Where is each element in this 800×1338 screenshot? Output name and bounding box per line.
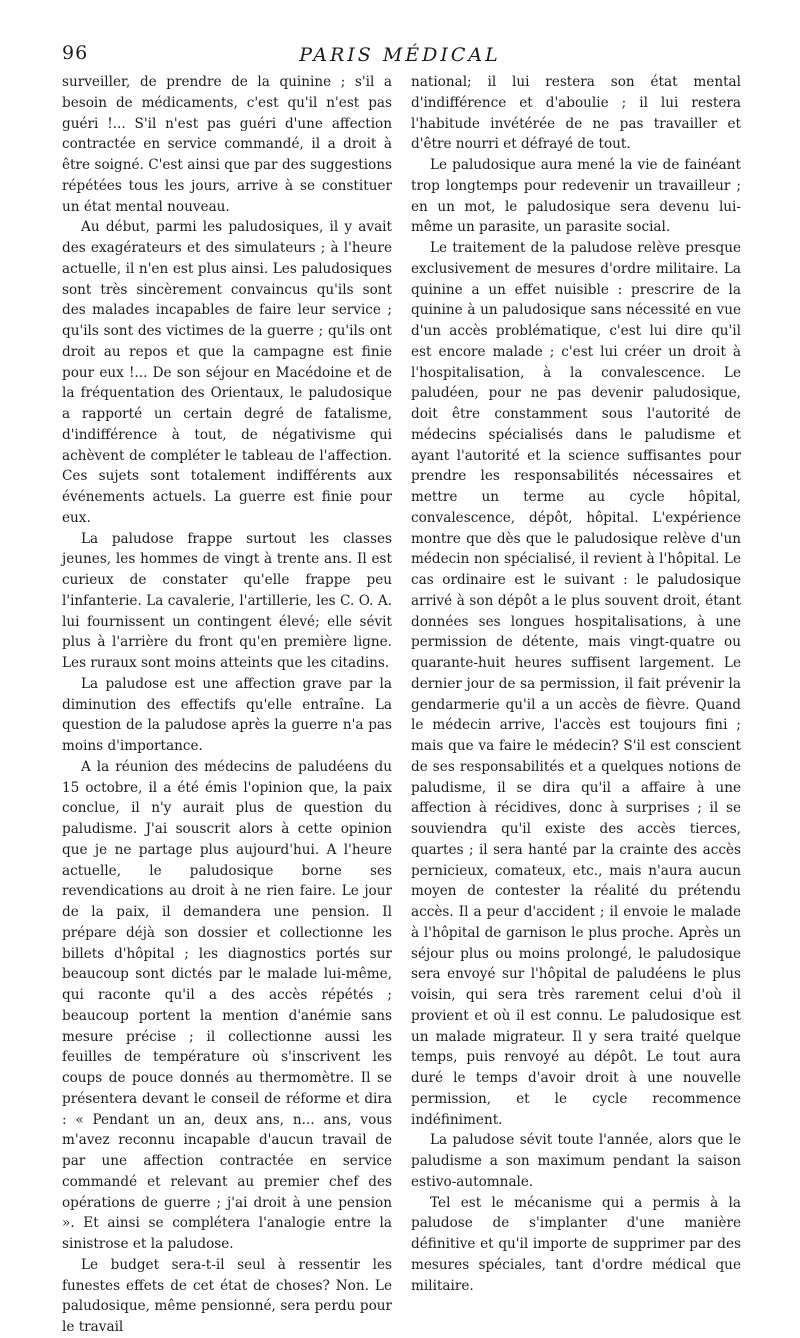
right-column <box>411 72 741 1294</box>
paragraph: Tel est le mécanisme qui a permis à la paludose de s'implanter d'une manière définitive et qu'il importe de supprimer par des mesures spéciales, tant d'ordre médical que militaire. <box>411 1194 741 1294</box>
paragraph: national; il lui restera son état mental d'indifférence et d'aboulie ; il lui restera l'habitude invétérée de ne pas travailler et d'être nourri et défrayé de tout. <box>411 74 741 153</box>
left-column <box>62 72 392 1335</box>
paragraph: La paludose frappe surtout les classes jeunes, les hommes de vingt à trente ans. Il est curieux de constater qu'elle frappe peu l'infanterie. La cavalerie, l'artillerie, les C. O. A. lui fournissent un contingent élevé; elle sévit plus à l'arrière du front qu'en première ligne. Les ruraux sont moins atteints que les citadins. <box>62 530 392 671</box>
page-number: 96 <box>62 42 89 64</box>
paragraph: Au début, parmi les paludosiques, il y avait des exagérateurs et des simulateurs ; à l'heure actuelle, il n'en est plus ainsi. Les paludosiques sont très sincèrement convaincus qu'ils sont des malades incapables de faire leur service ; qu'ils sont des victimes de la guerre ; qu'ils ont droit au repos et que la campagne est finie pour eux !... De son séjour en Macédoine et de la fréquentation des Orientaux, le paludosique a rapporté un certain degré de fatalisme, d'indifférence à tout, de négativisme qui achèvent de compléter le tableau de l'affection. Ces sujets sont totalement indifférents aux événements actuels. La guerre est finie pour eux. <box>62 219 392 526</box>
paragraph: Le budget sera-t-il seul à ressentir les funestes effets de cet état de choses? Non. Le paludosique, même pensionné, sera perdu pour le travail <box>62 1256 392 1335</box>
paragraph: La paludose sévit toute l'année, alors que le paludisme a son maximum pendant la saison estivo-automnale. <box>411 1132 741 1190</box>
paragraph: Le traitement de la paludose relève presque exclusivement de mesures d'ordre militaire. La quinine a un effet nuisible : prescrire de la quinine à un paludosique sans nécessité en vue d'un accès problématique, c'est lui dire qu'il est encore malade ; c'est lui créer un droit à l'hospitalisation, à la convalescence. Le paludéen, pour ne pas devenir paludosique, doit être constamment sous l'autorité de médecins spécialisés dans le paludisme et ayant l'autorité et la science suffisantes pour prendre les responsabilités nécessaires et mettre un terme au cycle hôpital, convalescence, dépôt, hôpital. L'expérience montre que dès que le paludosique relève d'un médecin non spécialisé, il revient à l'hôpital. Le cas ordinaire est le suivant : le paludosique arrivé à son dépôt a le plus souvent droit, étant données ses longues hospitalisations, à une permission de détente, mais vingt-quatre ou quarante-huit heures suffisent largement. Le dernier jour de sa permission, il fait prévenir la gendarmerie qu'il a un accès de fièvre. Quand le médecin arrive, l'accès est toujours fini ; mais que va faire le médecin? S'il est conscient de ses responsabilités et a quelques notions de paludisme, il se dira qu'il a affaire à une affection à récidives, donc à surprises ; il se souviendra qu'il existe des accès tierces, quartes ; il sera hanté par la crainte des accès pernicieux, comateux, etc., mais n'aura aucun moyen de contester la réalité du prétendu accès. Il a peur d'accident ; il envoie le malade à l'hôpital de garnison le plus proche. Après un séjour plus ou moins prolongé, le paludosique sera envoyé sur l'hôpital de paludéens le plus voisin, qui sera très rarement celui d'où il provient et où il est connu. Le paludosique est un malade migrateur. Il y sera traité quelque temps, puis renvoyé au dépôt. Le tout aura duré le temps d'avoir droit à une nouvelle permission, et le cycle recommence indéfiniment. <box>411 240 741 1128</box>
running-title: PARIS MÉDICAL <box>299 44 501 66</box>
paragraph: La paludose est une affection grave par la diminution des effectifs qu'elle entraîne. La question de la paludose après la guerre n'a pas moins d'importance. <box>62 675 392 754</box>
paragraph: A la réunion des médecins de paludéens du 15 octobre, il a été émis l'opinion que, la paix conclue, il n'y aurait plus de question du paludisme. J'ai souscrit alors à cette opinion que je ne partage plus aujourd'hui. A l'heure actuelle, le paludosique borne ses revendications au droit à ne rien faire. Le jour de la paix, il demandera une pension. Il prépare déjà son dossier et collectionne les billets d'hôpital ; les diagnostics portés sur beaucoup sont dictés par le malade lui-même, qui raconte qu'il a des accès répétés ; beaucoup portent la mention d'anémie sans mesure précise ; il collectionne aussi les feuilles de température où s'inscrivent les coups de pouce donnés au thermomètre. Il se présentera devant le conseil de réforme et dira : « Pendant un an, deux ans, n... ans, vous m'avez reconnu incapable d'aucun travail de par une affection contractée en service commandé et relevant au premier chef des opérations de guerre ; j'ai droit à une pension ». Et ainsi se complétera l'analogie entre la sinistrose et la paludose. <box>62 758 392 1252</box>
paragraph: surveiller, de prendre de la quinine ; s'il a besoin de médicaments, c'est qu'il n'est pas guéri !... S'il n'est pas guéri d'une affection contractée en service commandé, il a droit à être soigné. C'est ainsi que par des suggestions répétées tous les jours, arrive à se constituer un état mental nouveau. <box>62 74 392 215</box>
paragraph: Le paludosique aura mené la vie de fainéant trop longtemps pour redevenir un travailleur ; en un mot, le paludosique sera devenu lui-même un parasite, un parasite social. <box>411 157 741 236</box>
